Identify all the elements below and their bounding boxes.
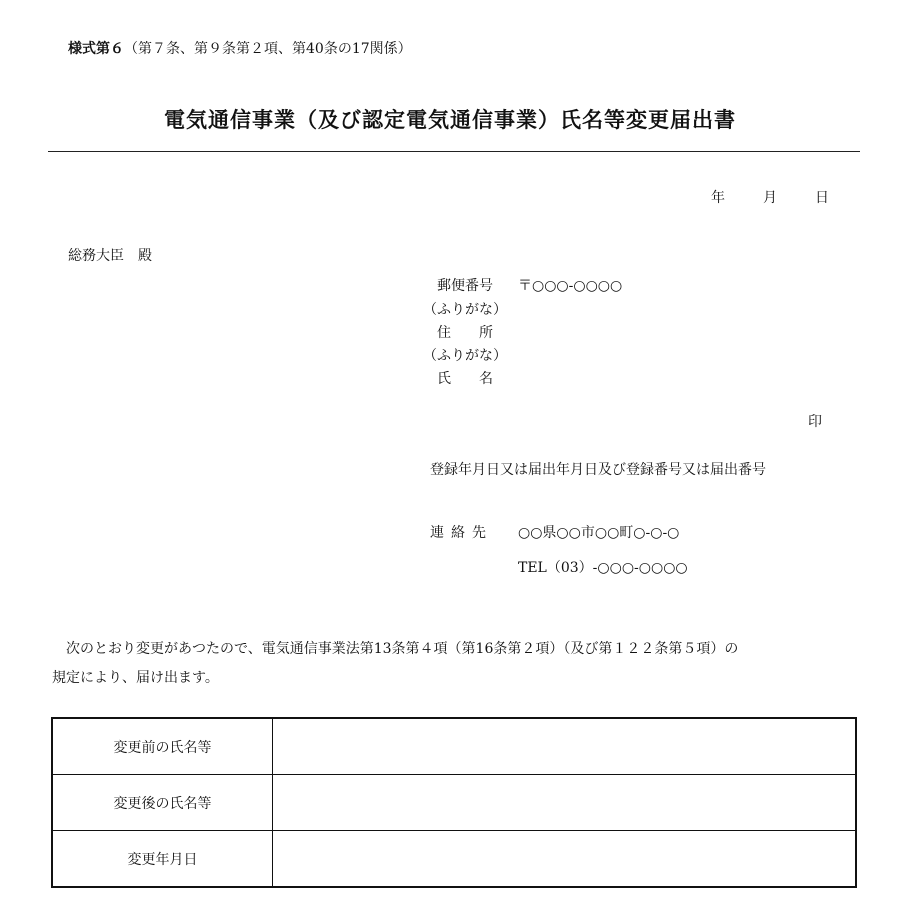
row-value-after[interactable]	[273, 775, 857, 831]
contact-label: 連絡先	[430, 525, 493, 541]
addressee: 総務大臣 殿	[68, 248, 152, 264]
furigana-label-name: （ふりがな）	[423, 348, 507, 364]
postal-code-label: 郵便番号	[437, 278, 493, 294]
row-label-after: 変更後の氏名等	[52, 775, 273, 831]
date-month: 月	[763, 190, 777, 206]
table-row	[52, 775, 856, 831]
postal-code-value: 〒○○○-○○○○	[518, 278, 623, 294]
form-number: 様式第６	[68, 41, 124, 57]
title-divider	[48, 151, 860, 152]
telephone-number: TEL（03）-○○○-○○○○	[518, 560, 688, 576]
table-row	[52, 831, 856, 888]
furigana-label-address: （ふりがな）	[423, 302, 507, 318]
row-label-before: 変更前の氏名等	[52, 718, 273, 775]
form-reference: （第７条、第９条第２項、第40条の17関係）	[124, 41, 412, 57]
form-number-line	[68, 38, 412, 58]
notice-paragraph-line-1: 次のとおり変更があつたので、電気通信事業法第13条第４項（第16条第２項）（及び第１２２条第５項）の	[66, 641, 739, 657]
registration-line: 登録年月日又は届出年月日及び登録番号又は届出番号	[430, 462, 766, 478]
document-title: 電気通信事業（及び認定電気通信事業）氏名等変更届出書	[164, 107, 736, 132]
address-label: 住 所	[437, 325, 493, 341]
table-row	[52, 718, 856, 775]
seal-mark: 印	[808, 414, 822, 430]
date-day: 日	[815, 190, 829, 206]
notice-paragraph-line-2: 規定により、届け出ます。	[52, 670, 219, 686]
contact-value: ○○県○○市○○町○-○-○	[518, 525, 680, 541]
date-year: 年	[711, 190, 725, 206]
row-value-before[interactable]	[273, 718, 857, 775]
row-label-change-date: 変更年月日	[52, 831, 273, 888]
row-value-change-date[interactable]	[273, 831, 857, 888]
changes-table	[51, 717, 857, 888]
name-label: 氏 名	[437, 371, 493, 387]
